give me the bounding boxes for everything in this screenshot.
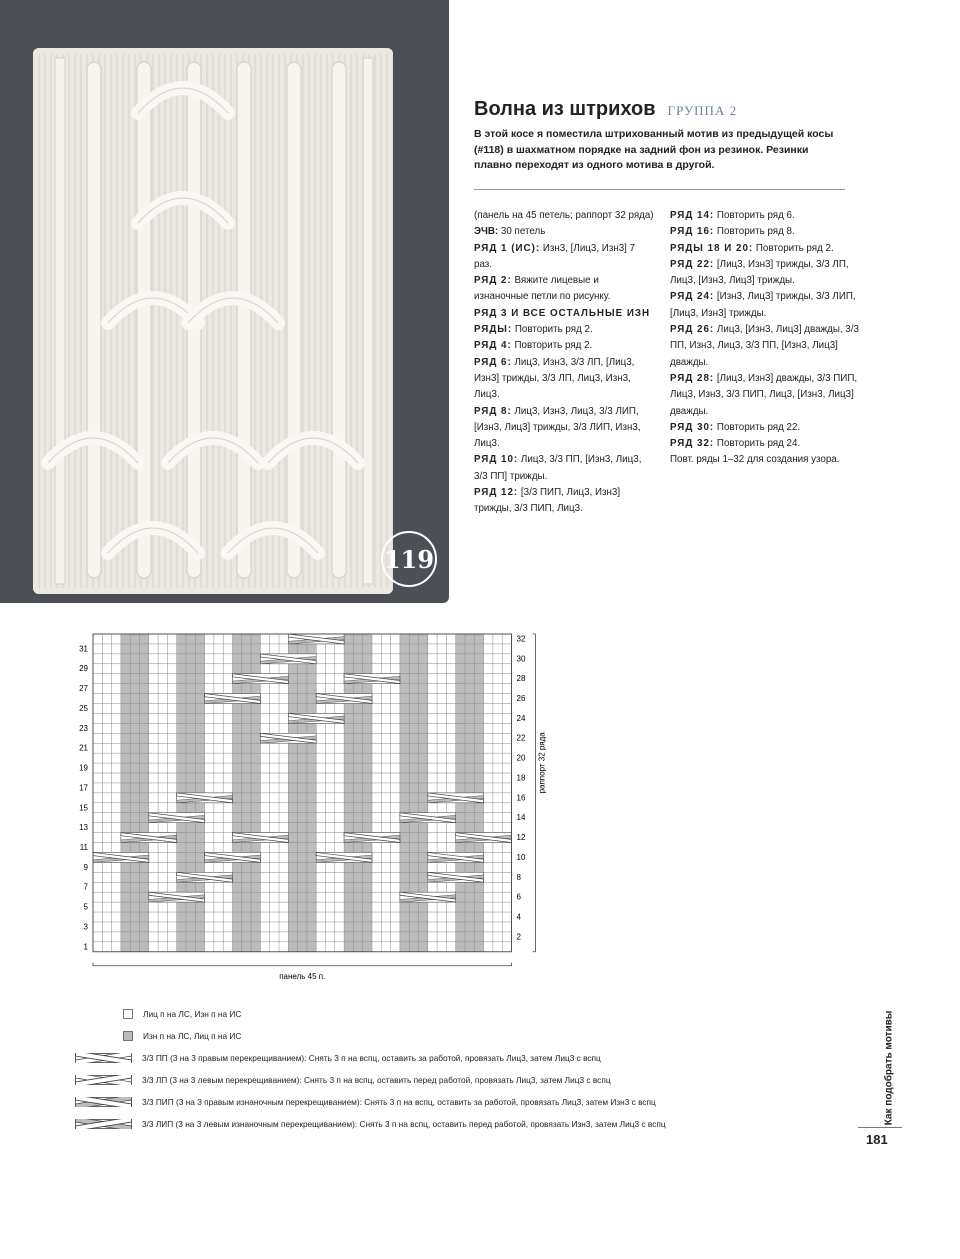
row-number-left: 23 (79, 723, 88, 733)
pattern-number-badge: 119 (381, 531, 437, 587)
instruction-row (474, 485, 654, 518)
legend-swatch-lpc (75, 1119, 132, 1129)
legend-item-knit (75, 1007, 241, 1021)
cable-cross-r32-s22 (288, 634, 344, 644)
legend-text: Лиц п на ЛС, Изн п на ИС (143, 1009, 242, 1019)
row-number-right: 10 (516, 852, 526, 862)
instruction-row-text: [Изн3, Лиц3] трижды, 3/3 ЛИП, [Лиц3, Изн3] трижды. (670, 291, 856, 319)
cable-cross-r10-s37 (428, 852, 484, 862)
instruction-row-label: РЯД 14: (670, 210, 715, 221)
instruction-row-text: [3/3 ПИП, Лиц3, Изн3] трижды, 3/3 ПИП, Лиц3. (474, 487, 621, 515)
instruction-row-label: РЯД 10: (474, 454, 519, 466)
legend-item-rc (75, 1051, 601, 1065)
row-number-right: 22 (516, 733, 526, 743)
cable-cross-r30-s19 (260, 654, 316, 664)
instruction-row-label: РЯД 3 И ВСЕ ОСТАЛЬНЫЕ ИЗН РЯДЫ: (474, 307, 651, 336)
instruction-row-text: Лиц3, 3/3 ПП, [Изн3, Лиц3, 3/3 ПП] трижды. (474, 454, 642, 482)
panel-bracket (93, 963, 512, 966)
row-number-left: 15 (79, 803, 88, 813)
cable-cross-r10-s13 (205, 852, 261, 862)
instruction-row (474, 355, 654, 404)
instruction-row (474, 404, 654, 453)
row-number-left: 29 (79, 664, 88, 674)
page-number-rule (858, 1127, 902, 1128)
instruction-row-label: РЯД 16: (670, 226, 715, 238)
instruction-row-text: Вяжите лицевые и изнаночные петли по рисунку. (474, 275, 611, 303)
repeat-label: раппорт 32 ряда (537, 732, 547, 794)
edge-rib (363, 58, 373, 584)
row-number-left: 31 (79, 644, 88, 654)
legend-swatch-knit (123, 1009, 133, 1019)
instruction-row-label: РЯД 32: (670, 438, 715, 450)
instruction-row-text: Лиц3, Изн3, 3/3 ЛП, [Лиц3, Изн3] трижды, 3/3 ЛП, Лиц3, Изн3, Лиц3. (474, 356, 635, 401)
page-title: Волна из штрихов (474, 98, 656, 120)
instruction-row (670, 322, 870, 371)
cable-cross-r28-s28 (344, 674, 400, 684)
cable-cross-r24-s22 (288, 713, 344, 723)
legend-text: 3/3 ПП (3 на 3 правым перекрещиванием): Снять 3 п на вспц, оставить за работой, провязать Лиц3, затем Лиц3 с вспц (142, 1053, 601, 1063)
row-number-left: 9 (83, 862, 88, 872)
cable-cross-r12-s4 (121, 833, 177, 843)
intro-text: В этой косе я поместила штрихованный мотив из предыдущей косы (#118) в шахматном порядке на задний фон из резинок. Резинки плавно переходят из одного мотива в другой. (474, 128, 834, 171)
instruction-row-text: Изн3, [Лиц3, Изн3] 7 раз. (474, 242, 636, 270)
cable-cross-r12-s16 (233, 833, 289, 843)
cable-cross-r8-s37 (428, 872, 484, 882)
row-number-left: 17 (79, 783, 88, 793)
instruction-row-text: Повторить ряд 6. (714, 210, 795, 221)
legend-item-rpc (75, 1095, 656, 1109)
legend-text: Изн п на ЛС, Лиц п на ИС (143, 1031, 242, 1041)
instructions-right-column (670, 208, 870, 469)
gauge-label: ЭЧВ: (474, 226, 499, 238)
page-number: 181 (866, 1132, 888, 1147)
row-number-right: 16 (516, 793, 526, 803)
cable-rib (332, 62, 346, 578)
legend-text: 3/3 ПИП (3 на 3 правым изнаночным перекрещиванием): Снять 3 п на вспц, оставить за работой, провязать Лиц3, затем Изн3 с вспц (142, 1097, 656, 1107)
legend-item-lpc (75, 1117, 666, 1131)
instruction-row (474, 452, 654, 485)
instruction-row-label: РЯД 8: (474, 405, 512, 417)
cable-cross-r14-s7 (149, 813, 205, 823)
row-number-left: 13 (79, 823, 88, 833)
cable-rib (137, 62, 151, 578)
instruction-row (670, 224, 870, 240)
section-name: Как подобрать мотивы (883, 1010, 895, 1125)
row-number-right: 32 (516, 634, 526, 644)
cable-cross-r16-s37 (428, 793, 484, 803)
row-number-left: 7 (83, 882, 88, 892)
cable-cross-r6-s34 (400, 892, 456, 902)
instruction-row-label: РЯД 2: (474, 275, 512, 287)
legend-swatch-purl (123, 1031, 133, 1041)
instruction-row-text: [Лиц3, Изн3] трижды, 3/3 ЛП, Лиц3, [Изн3, Лиц3] трижды. (670, 258, 849, 287)
cable-cross-r10-s1 (93, 852, 149, 862)
row-number-right: 2 (516, 932, 521, 942)
row-number-left: 5 (83, 902, 88, 912)
section-side-label (880, 1010, 898, 1125)
swatch-photo (0, 0, 449, 603)
instruction-row-label: РЯД 1 (ИС): (474, 242, 541, 254)
title-row (474, 98, 737, 121)
instruction-row-text: Повторить ряд 2. (753, 242, 834, 254)
instruction-row (670, 420, 870, 436)
repeat-bracket (533, 634, 536, 952)
legend-text: 3/3 ЛП (3 на 3 левым перекрещиванием): Снять 3 п на вспц, оставить перед работой, провязать Лиц3, затем Лиц3 с вспц (142, 1075, 611, 1085)
instruction-row (474, 338, 654, 354)
cable-cross-r14-s34 (400, 813, 456, 823)
cable-cross-r28-s16 (233, 674, 289, 684)
row-number-right: 12 (516, 833, 526, 843)
legend-swatch-rpc (75, 1097, 132, 1107)
instruction-row (474, 241, 654, 274)
instruction-row-label: РЯД 24: (670, 291, 715, 303)
legend-swatch-lc (75, 1075, 132, 1085)
cable-cross-r26-s25 (316, 694, 372, 704)
instruction-row (670, 436, 870, 452)
instruction-row (670, 371, 870, 420)
row-number-right: 20 (516, 753, 526, 763)
legend-item-purl (75, 1029, 241, 1043)
group-label: ГРУППА 2 (667, 103, 738, 118)
cable-rib (287, 62, 301, 578)
instruction-row-text: Повторить ряд 2. (511, 340, 593, 352)
instruction-row-label: РЯД 4: (474, 340, 512, 352)
instruction-row-text: [Лиц3, Изн3] дважды, 3/3 ПИП, Лиц3, Изн3, 3/3 ПИП, Лиц3, [Изн3, Лиц3] дважды. (670, 372, 858, 417)
knitting-chart (78, 628, 558, 983)
row-number-left: 19 (79, 763, 88, 773)
row-number-right: 24 (516, 713, 526, 723)
instruction-row (670, 257, 870, 290)
instruction-row-text: Повторить ряд 8. (714, 226, 795, 238)
instruction-row-label: РЯД 12: (474, 487, 519, 499)
row-number-right: 30 (516, 654, 526, 664)
row-number-right: 18 (516, 773, 526, 783)
gauge-value: 30 петель (498, 226, 546, 238)
instruction-row (670, 241, 870, 257)
instruction-row-text: Повторить ряд 22. (714, 421, 801, 433)
cable-cross-r16-s10 (177, 793, 233, 803)
cable-cross-r10-s25 (316, 852, 372, 862)
panel-info: (панель на 45 петель; раппорт 32 ряда) (474, 210, 654, 221)
row-number-left: 3 (83, 922, 88, 932)
row-number-right: 14 (516, 813, 526, 823)
instruction-row-label: РЯД 22: (670, 258, 715, 270)
row-number-right: 6 (516, 892, 521, 902)
divider (474, 189, 845, 190)
instruction-row (474, 306, 654, 339)
knitted-swatch-image (33, 48, 393, 594)
cable-cross-r12-s28 (344, 833, 400, 843)
row-number-right: 4 (516, 912, 521, 922)
row-number-right: 28 (516, 674, 526, 684)
instruction-row-label: РЯДЫ 18 И 20: (670, 242, 754, 254)
instruction-row-text: Лиц3, [Изн3, Лиц3] дважды, 3/3 ПП, Изн3, Лиц3, 3/3 ПП, [Изн3, Лиц3] дважды. (670, 324, 859, 368)
instruction-row (670, 289, 870, 322)
legend-text: 3/3 ЛИП (3 на 3 левым изнаночным перекрещиванием): Снять 3 п на вспц, оставить перед работой, провязать Изн3, затем Лиц3 с вспц (142, 1119, 666, 1129)
instruction-row-text: Повторить ряд 24. (714, 438, 801, 450)
instruction-row-text: Повторить ряд 2. (512, 324, 593, 336)
instructions-left-column (474, 208, 654, 518)
repeat-note: Повт. ряды 1–32 для создания узора. (670, 454, 840, 466)
cable-cross-r26-s13 (205, 694, 261, 704)
row-number-right: 26 (516, 694, 526, 704)
panel-label: панель 45 п. (279, 971, 326, 981)
instruction-row-label: РЯД 30: (670, 421, 715, 433)
cable-cross-r8-s10 (177, 872, 233, 882)
instruction-row (474, 273, 654, 306)
instruction-row-label: РЯД 28: (670, 372, 715, 384)
cable-cross-r12-s40 (456, 833, 512, 843)
row-number-left: 1 (83, 942, 88, 952)
instruction-row-label: РЯД 26: (670, 324, 715, 336)
cable-rib (87, 62, 101, 578)
row-number-left: 27 (79, 684, 88, 694)
right-row-list (670, 208, 870, 452)
row-number-left: 11 (79, 842, 88, 852)
legend-item-lc (75, 1073, 611, 1087)
cable-texture-illustration (33, 48, 393, 594)
instruction-row (670, 208, 870, 224)
cable-rib (237, 62, 251, 578)
cable-cross-r6-s7 (149, 892, 205, 902)
cable-cross-r22-s19 (260, 733, 316, 743)
instruction-row-text: Лиц3, Изн3, Лиц3, 3/3 ЛИП, [Изн3, Лиц3] трижды, 3/3 ЛИП, Изн3, Лиц3. (474, 405, 641, 450)
row-number-right: 8 (516, 872, 521, 882)
left-row-list (474, 241, 654, 518)
gauge-info (474, 224, 654, 240)
instruction-row-label: РЯД 6: (474, 356, 512, 368)
edge-rib (55, 58, 65, 584)
row-number-left: 25 (79, 703, 88, 713)
legend-swatch-rc (75, 1053, 132, 1063)
row-number-left: 21 (79, 743, 88, 753)
